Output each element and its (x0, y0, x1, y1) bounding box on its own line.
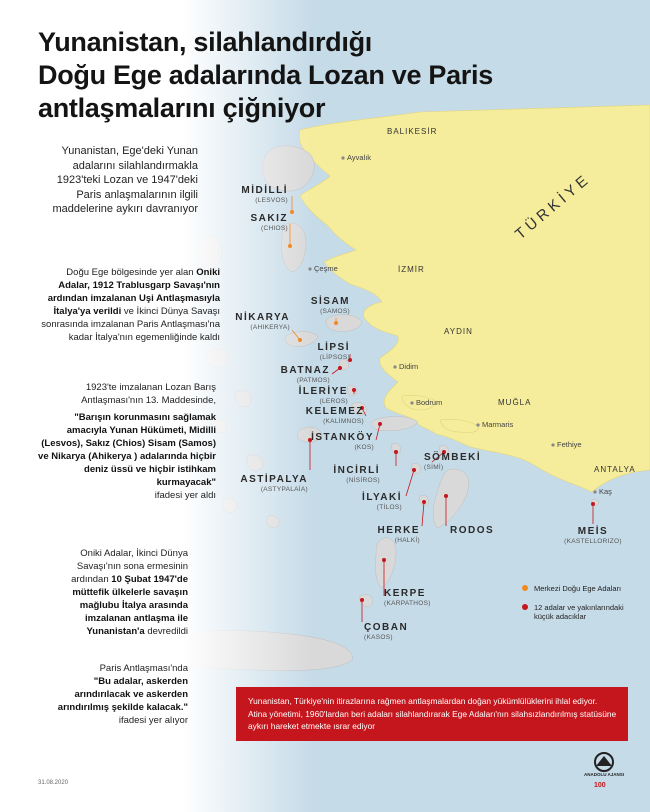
island-sub: (AHIKERYA) (250, 324, 290, 331)
island-sub: (TİLOS) (376, 504, 402, 511)
para2-a: Doğu Ege bölgesinde yer alan (66, 267, 197, 278)
city-didim: Didim (399, 362, 419, 371)
para4-a: Oniki Adalar, İkinci Dünya Savaşı'nın sona ermesinin ardından (71, 548, 188, 585)
island-sub: (NİSİROS) (346, 477, 380, 484)
island-label-lipsi (296, 342, 350, 362)
city-kas: Kaş (599, 487, 612, 496)
island-sub: (SİMİ) (424, 464, 444, 471)
footer-date: 31.08.2020 (38, 780, 69, 786)
city-dot-kas (593, 490, 596, 493)
island-label-sakiz (228, 213, 288, 233)
island-name: NİKARYA (235, 312, 290, 323)
marker-dot-herke (422, 500, 426, 504)
city-dot-marmaris (476, 423, 479, 426)
title-line-2: Doğu Ege adalarında Lozan ve Paris (38, 60, 493, 90)
island-sub: (LEROS) (319, 398, 348, 405)
country-label-turkiye: TÜRKİYE (512, 170, 595, 244)
paragraph-oniki-adalar (38, 266, 220, 344)
province-antalya: ANTALYA (594, 465, 636, 474)
island-name: HERKE (377, 525, 420, 536)
island-name: KERPE (384, 588, 426, 599)
marker-dot-meis (591, 502, 595, 506)
province-izmir: İZMİR (398, 265, 425, 274)
island-label-ileriye (286, 386, 348, 406)
para3-a: 1923'te imzalanan Lozan Barış Antlaşması'nın 13. Maddesinde, (81, 382, 216, 406)
paragraph-paris-1947 (38, 547, 188, 638)
island-sub: (LESVOS) (255, 197, 288, 204)
agency-name: ANADOLU AJANSI (583, 772, 625, 777)
island-sub: (KASOS) (364, 634, 393, 641)
province-mugla: MUĞLA (498, 398, 532, 407)
island-sub: (HALKİ) (394, 537, 420, 544)
legend-orange (520, 584, 640, 593)
marker-dot-sisam (334, 321, 338, 325)
intro-text: Yunanistan, Ege'deki Yunan adalarını silahlandırmakla 1923'teki Lozan ve 1947'deki Paris anlaşmalarının ilgili maddelerine aykırı davranıyor (52, 145, 198, 216)
city-bodrum: Bodrum (416, 398, 443, 407)
island-label-astipalya (230, 474, 308, 494)
summary-box: Yunanistan, Türkiye'nin itirazlarına rağmen antlaşmalardan doğan yükümlülüklerini ihlal ediyor. Atina yönetimi, 1960'lardan beri adaları silahlandırarak Ege Adaları'nın silahsızlandırılmış statüsüne aykırı hareket etmekte ısrar ediyor (236, 687, 628, 741)
anniversary-badge: 100 (594, 782, 606, 789)
para2-c: ve İkinci Dünya Savaşı sonrasında imzalanan Paris Antlaşması'na kadar İtalya'nın egemenliğinde kaldı (41, 306, 220, 343)
province-balikesir: BALIKESİR (387, 127, 438, 136)
para4-b: 10 Şubat 1947'de müttefik ülkelerle savaşın mağlubu İtalya arasında imzalanan antlaşma ile Yunanistan'a (72, 574, 188, 637)
marker-dot-midilli (290, 210, 294, 214)
marker-dot-rodos (444, 494, 448, 498)
city-marmaris: Marmaris (482, 420, 514, 429)
island-label-istankoy (298, 432, 374, 452)
island-name: İNCİRLİ (333, 465, 380, 476)
island-label-kelemez (292, 406, 364, 426)
para5-a: Paris Antlaşması'nda (99, 663, 188, 674)
para3-c: ifadesi yer aldı (154, 490, 216, 501)
city-dot-didim (393, 365, 396, 368)
island-sub: (ASTYPALAİA) (260, 486, 308, 493)
marker-dot-incirli (394, 450, 398, 454)
legend-red (520, 603, 640, 621)
island-name: SÖMBEKİ (424, 452, 482, 463)
paragraph-lozan (38, 381, 216, 502)
marker-dot-ileriye (352, 388, 356, 392)
island-name: RODOS (450, 525, 495, 536)
marker-dot-kerpe (382, 558, 386, 562)
island-name: KELEMEZ (305, 406, 364, 417)
marker-dot-sakiz (288, 244, 292, 248)
city-fethiye: Fethiye (557, 440, 582, 449)
island-sub: (KASTELLORIZO) (564, 538, 622, 545)
para5-b: "Bu adalar, askerden arındırılacak ve askerden arındırılmış şekilde kalacak." (57, 676, 188, 713)
province-aydin: AYDIN (444, 327, 473, 336)
island-name: MİDİLLİ (241, 185, 288, 196)
island-name: ÇOBAN (364, 622, 409, 633)
para3-b: "Barışın korunmasını sağlamak amacıyla Yunan Hükümeti, Midilli (Lesvos), Sakız (Chios) Sisam (Samos) ve Nikarya (Ahikerya ) adalarında hiçbir deniz üssü ve hiçbir istihkam kurmayacak" (38, 412, 216, 488)
city-dot-bodrum (410, 401, 413, 404)
island-name: SAKIZ (250, 213, 288, 224)
island-label-coban (364, 622, 420, 642)
paragraph-paris-quote (38, 662, 188, 727)
island-label-incirli (310, 465, 380, 485)
island-name: BATNAZ (280, 365, 330, 376)
page-title (38, 26, 558, 125)
island-sub: (KOS) (354, 444, 374, 451)
city-ayvalik: Ayvalık (347, 153, 372, 162)
city-dot-fethiye (551, 443, 554, 446)
island-sub: (SAMOS) (320, 308, 350, 315)
para2-b: Oniki Adalar, 1912 Trablusgarp Savaşı'nın ardından imzalanan Uşi Antlaşmasıyla İtalya'ya verildi (47, 267, 220, 317)
island-name: İLERİYE (298, 386, 348, 397)
legend-red-dot (522, 604, 528, 610)
island-label-herke (362, 525, 420, 545)
island-name: LİPSİ (317, 342, 350, 353)
marker-dot-batnaz (338, 366, 342, 370)
island-sub: (PATMOS) (296, 377, 330, 384)
island-name: İSTANKÖY (311, 432, 374, 443)
legend-orange-dot (522, 585, 528, 591)
title-line-3: antlaşmalarını çiğniyor (38, 93, 326, 123)
para4-c: devredildi (144, 626, 188, 637)
island-label-kerpe (384, 588, 450, 608)
island-label-ilyaki (340, 492, 402, 512)
island-label-sombeki (424, 452, 490, 472)
island-label-sisam (290, 296, 350, 316)
island-label-meis (556, 526, 630, 546)
island-name: SİSAM (310, 296, 350, 307)
map-legend (520, 584, 640, 631)
city-dot-ayvalik (341, 156, 344, 159)
island-name: MEİS (577, 526, 609, 537)
island-sub: (KARPATHOS) (384, 600, 431, 607)
city-dot-cesme (308, 267, 311, 270)
island-label-batnaz (270, 365, 330, 385)
island-sub: (CHIOS) (260, 225, 288, 232)
title-line-1: Yunanistan, silahlandırdığı (38, 27, 372, 57)
para5-c: ifadesi yer alıyor (118, 715, 188, 726)
island-label-midilli (228, 185, 288, 205)
legend-red-label: 12 adalar ve yakınlarındaki küçük adacıklar (534, 603, 624, 621)
island-name: ASTİPALYA (240, 474, 308, 485)
marker-dot-istankoy (378, 422, 382, 426)
island-sub: (LİPSOS) (319, 354, 350, 361)
island-sub: (KALİMNOS) (323, 418, 364, 425)
island-label-nikarya (224, 312, 290, 332)
legend-orange-label: Merkezi Doğu Ege Adaları (534, 584, 622, 593)
city-cesme: Çeşme (314, 264, 338, 273)
marker-dot-coban (360, 598, 364, 602)
island-name: İLYAKİ (362, 492, 402, 503)
marker-dot-ilyaki (412, 468, 416, 472)
island-label-rodos (450, 525, 500, 537)
